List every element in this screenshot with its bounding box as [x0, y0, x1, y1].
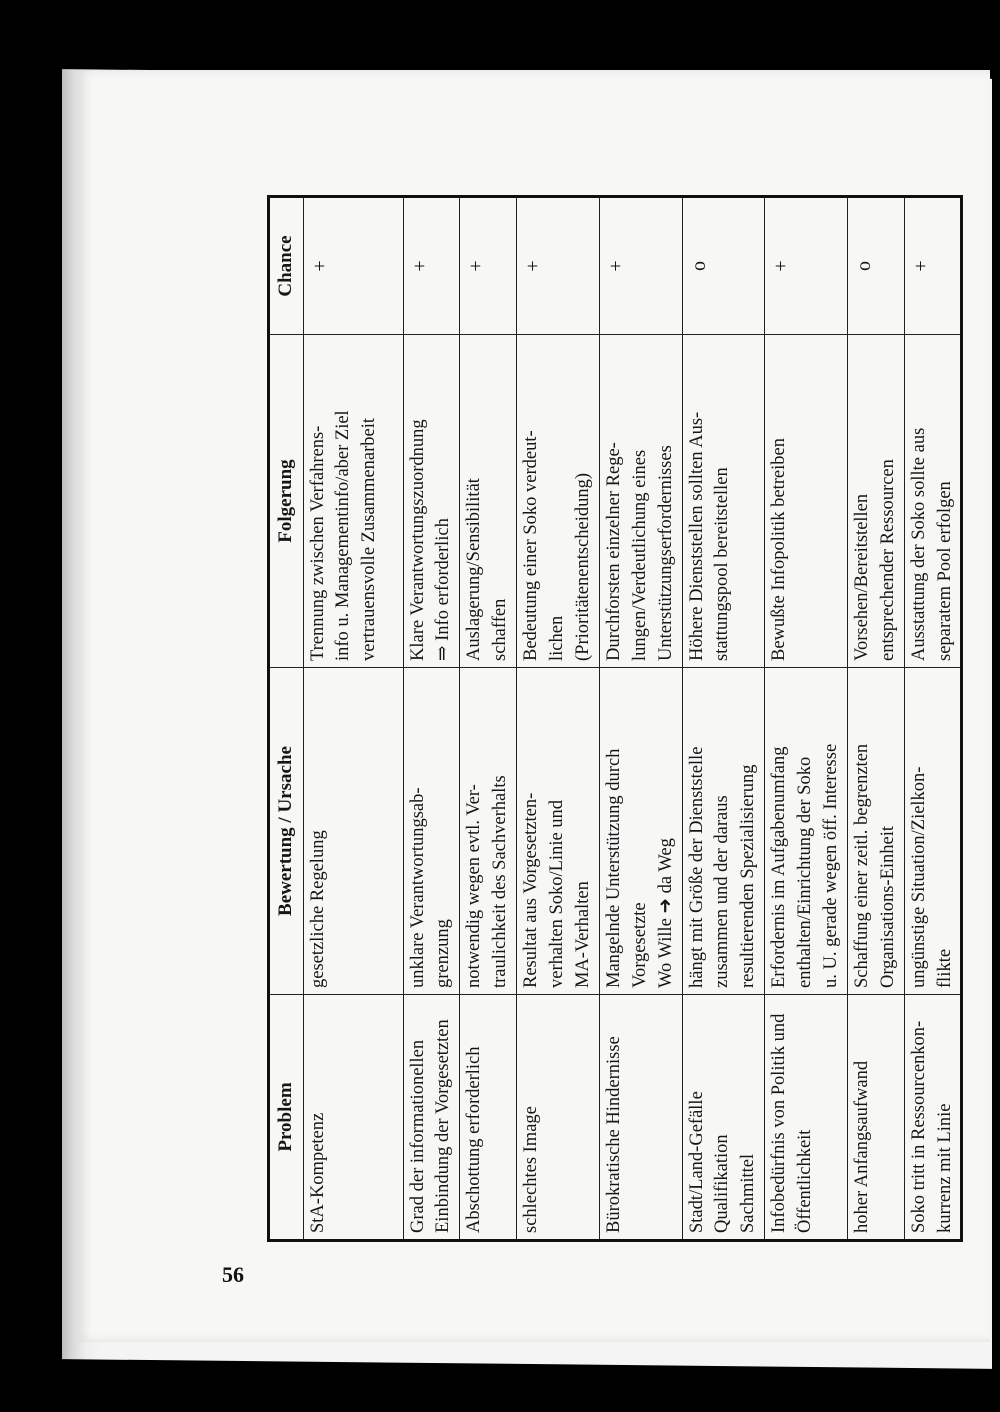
cell-folgerung-line: stattungspool bereitstellen: [712, 467, 733, 661]
cell-folgerung: [460, 335, 517, 668]
cell-bewertung-ursache-line: zusammen und der daraus: [712, 795, 733, 988]
cell-folgerung-line: separatem Pool erfolgen: [934, 481, 955, 661]
cell-folgerung-line: lichen: [547, 615, 568, 661]
cell-bewertung-ursache: [847, 668, 904, 995]
cell-folgerung: [682, 335, 765, 668]
cell-bewertung-ursache-line: unklare Verantwortungsab-: [407, 787, 428, 988]
table-row: [403, 197, 460, 1241]
cell-bewertung-ursache-line: resultierenden Spezialisierung: [738, 764, 759, 988]
cell-bewertung-ursache-line: flikte: [934, 948, 955, 988]
cell-bewertung-ursache: [599, 668, 682, 995]
problem-table: [267, 195, 963, 1242]
table-row: [847, 197, 904, 1241]
cell-problem: [403, 995, 460, 1241]
cell-problem-line: Bürokratische Hindernisse: [603, 1036, 624, 1233]
cell-problem-line: Grad der informationellen: [407, 1039, 428, 1233]
cell-problem: [517, 995, 600, 1241]
cell-folgerung-line: lungen/Verdeutlichung eines: [629, 449, 650, 661]
cell-bewertung-ursache-line: Vorgesetzte: [629, 902, 650, 988]
cell-bewertung-ursache: [904, 668, 962, 995]
table-container: [267, 198, 955, 1242]
cell-folgerung-line: Auslagerung/Sensibilität: [464, 478, 485, 661]
cell-bewertung-ursache-line: grenzung: [433, 919, 454, 988]
cell-bewertung-ursache-line: Schaffung einer zeitl. begrenzten: [851, 743, 872, 988]
cell-folgerung-line: (Prioritätenentscheidung): [572, 472, 593, 661]
cell-problem-line: schlechtes Image: [521, 1106, 542, 1233]
cell-bewertung-ursache-line: hängt mit Größe der Dienststelle: [686, 746, 707, 988]
cell-bewertung-ursache: [403, 668, 460, 995]
cell-folgerung-line: info u. Managementinfo/aber Ziel: [333, 410, 354, 661]
cell-problem: [847, 995, 904, 1241]
cell-problem-line: Stadt/Land-Gefälle: [686, 1091, 707, 1233]
cell-folgerung-line: Bedeutung einer Soko verdeut-: [521, 430, 542, 661]
cell-problem: [599, 995, 682, 1241]
cell-chance: +: [403, 197, 460, 335]
table-row: [904, 197, 962, 1241]
cell-problem: [460, 995, 517, 1241]
cell-problem-line: kurrenz mit Linie: [934, 1103, 955, 1233]
cell-problem: [682, 995, 765, 1241]
cell-bewertung-ursache-line: Wo Wille ➜ da Weg: [655, 838, 676, 988]
cell-folgerung-line: vertrauensvolle Zusammenarbeit: [359, 418, 380, 661]
cell-problem-line: Abschottung erforderlich: [464, 1046, 485, 1233]
cell-bewertung-ursache: [303, 668, 403, 995]
cell-folgerung: [403, 335, 460, 668]
cell-folgerung: [303, 335, 403, 668]
cell-bewertung-ursache: [682, 668, 765, 995]
cell-folgerung-line: Vorsehen/Bereitstellen: [851, 493, 872, 661]
table-row: [303, 197, 403, 1241]
cell-bewertung-ursache-line: notwendig wegen evtl. Ver-: [464, 784, 485, 988]
cell-chance: o: [847, 197, 904, 335]
cell-problem: [765, 995, 848, 1241]
cell-chance: +: [765, 197, 848, 335]
cell-folgerung: [517, 335, 600, 668]
cell-folgerung-line: ⇒ Info erforderlich: [433, 518, 454, 661]
cell-folgerung-line: entsprechender Ressourcen: [877, 459, 898, 661]
header-folgerung: Folgerung: [269, 335, 304, 668]
header-bewertung-ursache: Bewertung / Ursache: [269, 668, 304, 995]
table-body: [303, 197, 962, 1241]
cell-bewertung-ursache: [517, 668, 600, 995]
cell-folgerung-line: Klare Verantwortungszuordnung: [407, 419, 428, 661]
cell-bewertung-ursache-line: Mangelnde Unterstützung durch: [603, 748, 624, 988]
cell-problem-line: Einbindung der Vorgesetzten: [433, 1019, 454, 1233]
cell-bewertung-ursache: [460, 668, 517, 995]
table-row: [517, 197, 600, 1241]
cell-bewertung-ursache-line: ungünstige Situation/Zielkon-: [908, 766, 929, 988]
cell-chance: +: [599, 197, 682, 335]
cell-problem-line: Sachmittel: [738, 1153, 759, 1233]
cell-problem: [303, 995, 403, 1241]
cell-folgerung-line: Ausstattung der Soko sollte aus: [908, 427, 929, 661]
cell-chance: o: [682, 197, 765, 335]
cell-problem-line: StA-Kompetenz: [307, 1112, 328, 1233]
cell-folgerung: [847, 335, 904, 668]
cell-bewertung-ursache-line: Organisations-Einheit: [877, 825, 898, 988]
cell-problem: [904, 995, 962, 1241]
cell-bewertung-ursache-line: MA-Verhalten: [572, 881, 593, 988]
cell-bewertung-ursache-line: enthalten/Einrichtung der Soko: [795, 756, 816, 988]
cell-chance: +: [303, 197, 403, 335]
table-row: [460, 197, 517, 1241]
page-number: 56: [222, 1262, 244, 1287]
table-row: [682, 197, 765, 1241]
cell-bewertung-ursache-line: Resultat aus Vorgesetzten-: [521, 792, 542, 988]
cell-problem-line: Qualifikation: [712, 1134, 733, 1233]
cell-bewertung-ursache-line: u. U. gerade wegen öff. Interesse: [820, 743, 841, 988]
cell-chance: +: [517, 197, 600, 335]
cell-bewertung-ursache-line: verhalten Soko/Linie und: [547, 799, 568, 988]
cell-problem-line: hoher Anfangsaufwand: [851, 1060, 872, 1233]
cell-bewertung-ursache-line: Erfordernis im Aufgabenumfang: [769, 746, 790, 988]
cell-folgerung-line: Unterstützungserfordernisses: [655, 445, 676, 661]
cell-folgerung-line: Durchforsten einzelner Rege-: [603, 442, 624, 661]
cell-problem-line: Soko tritt in Ressourcenkon-: [908, 1020, 929, 1233]
header-chance: Chance: [269, 197, 304, 335]
table-header-row: [269, 197, 304, 1241]
header-problem: Problem: [269, 995, 304, 1241]
cell-chance: +: [904, 197, 962, 335]
cell-folgerung-line: Bewußte Infopolitik betreiben: [769, 438, 790, 661]
cell-folgerung-line: Trennung zwischen Verfahrens-: [307, 425, 328, 661]
table-row: [765, 197, 848, 1241]
cell-folgerung: [765, 335, 848, 668]
cell-folgerung-line: schaffen: [490, 598, 511, 661]
cell-bewertung-ursache-line: gesetzliche Regelung: [307, 830, 328, 988]
table-row: [599, 197, 682, 1241]
cell-bewertung-ursache-line: traulichkeit des Sachverhalts: [490, 775, 511, 988]
cell-problem-line: Infobedürfnis von Politik und: [769, 1013, 790, 1233]
cell-chance: +: [460, 197, 517, 335]
cell-folgerung: [904, 335, 962, 668]
cell-bewertung-ursache: [765, 668, 848, 995]
cell-folgerung: [599, 335, 682, 668]
cell-problem-line: Öffentlichkeit: [795, 1129, 816, 1233]
cell-folgerung-line: Höhere Dienststellen sollten Aus-: [686, 411, 707, 661]
